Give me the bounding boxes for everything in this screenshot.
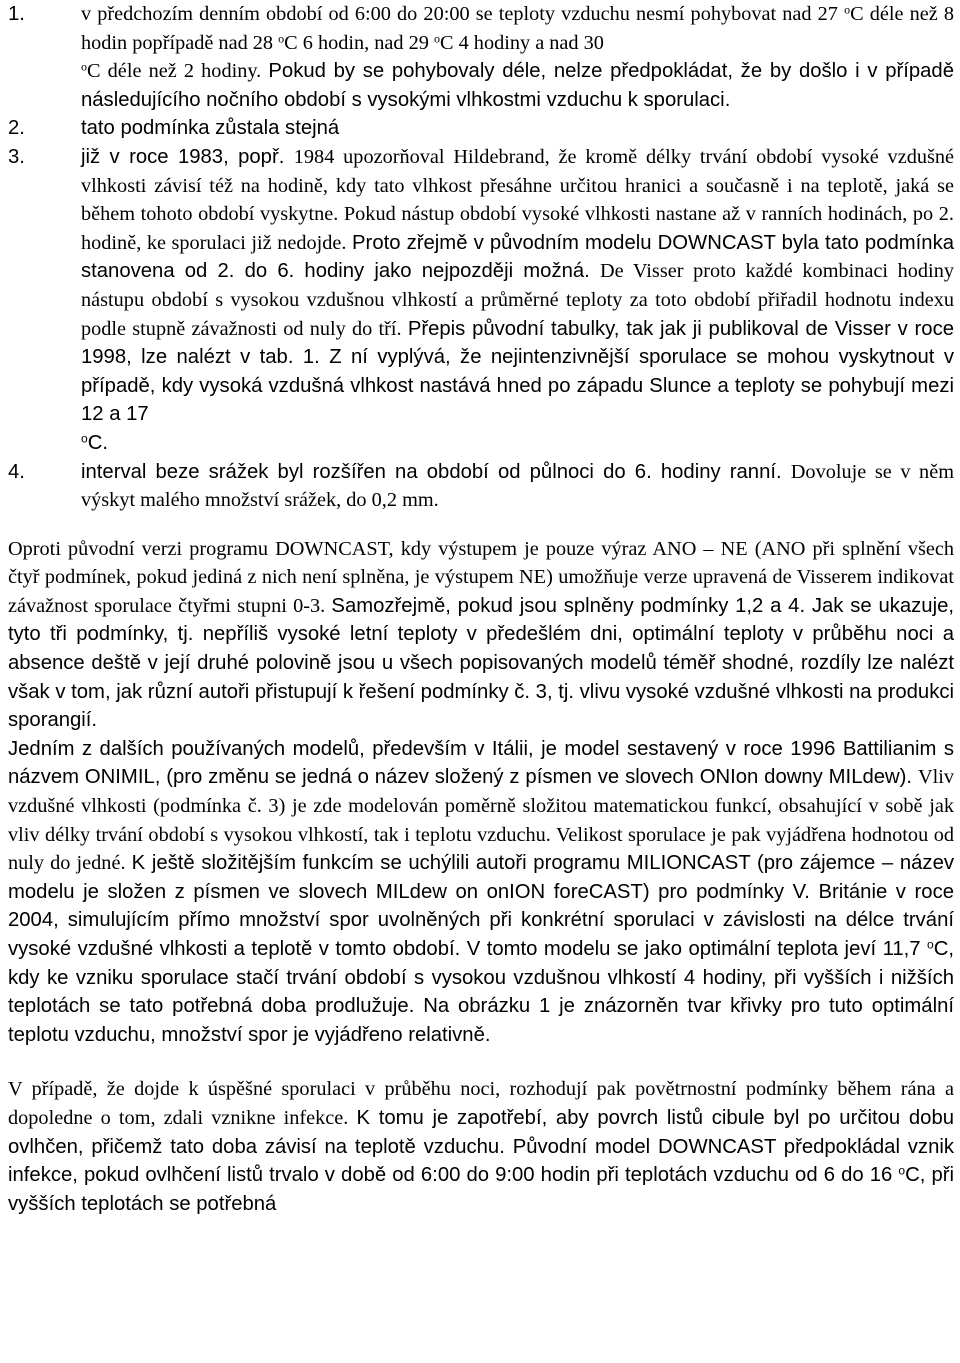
document-page [8, 0, 954, 1218]
list-number: 2. [8, 117, 25, 140]
item-text-sans: Přepis původní tabulky, tak jak ji publikoval de Visser v roce 1998, lze nalézt v tab. 1. Z ní vyplývá, že nejintenzivnější sporulace se mohou vyskytnout v případě, kdy vysoká vzdušná vlhkost nastává hned po západu Slunce a teploty se pohybují mezi 12 a 17 $^o$C. [81, 317, 954, 454]
list-item [8, 0, 954, 114]
degree-sign: o [81, 59, 87, 74]
paragraph-text-sans: Původní model DOWNCAST předpokládal vznik infekce, pokud ovlhčení listů trvalo v době od 6:00 do 9:00 hodin při teplotách vzduchu od 6 do 16 $^o$C, při vyšších teplotách se potřebná [8, 1135, 954, 1215]
paragraph-text-sans: Samozřejmě, pokud jsou splněny podmínky 1,2 a 4. Jak se ukazuje, tyto tři podmínky, tj. nepříliš vysoké letní teploty v předešlém dni, optimální teploty v průběhu noci a absence deště v její druhé polovině jsou u všech popisovaných modelů téměř shodné, rozdíly lze nalézt však v tom, jak různí autoři přistupují k řešení podmínky č. 3, tj. vlivu vysoké vzdušné vlhkosti na produkci sporangií. [8, 594, 954, 732]
item-text: Dovoluje se v něm výskyt malého množství srážek, do 0,2 mm. [81, 460, 954, 512]
paragraph-text: Oproti původní verzi programu DOWNCAST, kdy výstupem je pouze výraz ANO – NE (ANO při splnění všech čtyř podmínek, pokud jediná z nich není splněna, je výstupem NE) umožňuje verze upravená de Visserem indikovat závažnost sporulace čtyřmi stupni 0-3. [8, 537, 954, 617]
paragraph-text: V případě, že dojde k úspěšné sporulaci v průběhu noci, rozhodují pak povětrnostní podmínky během rána a dopoledne o tom, zdali vznikne infekce. [8, 1078, 954, 1129]
list-number: 4. [8, 460, 25, 483]
list-number: 1. [8, 3, 25, 25]
degree-sign: o [844, 2, 851, 17]
paragraph [8, 535, 954, 735]
item-text: v předchozím denním období od 6:00 do 20:00 se teploty vzduchu nesmí pohybovat nad 27 $^o$C déle než 8 hodin popřípadě nad 28 $^o$C 6 hodin, nad 29 $^o$C 4 hodiny a nad 30 $^o$C déle než 2 hodiny. [81, 2, 954, 83]
list-number: 3. [8, 145, 25, 168]
item-text: De Visser proto každé kombinaci hodiny nástupu období s vysokou vzdušnou vlhkostí a průměrné teploty za toto období přiřadil hodnotu indexu podle stupně závažnosti od nuly do tří. [81, 260, 954, 340]
degree-sign: o [927, 937, 934, 952]
list-item [8, 114, 954, 143]
degree-sign: o [81, 431, 88, 446]
paragraph-text-sans: Na obrázku 1 je znázorněn tvar křivky pro tuto optimální teplotu vzduchu, množství spor je vyjádřeno relativně. [8, 995, 954, 1046]
paragraph-text-sans: Jedním z dalších používaných modelů, především v Itálii, je model sestavený v roce 1996 Battilianim s názvem ONIMIL, (pro změnu se jedná o název složený z písmen ve slovech ONIon downy MILdew). [8, 737, 954, 789]
item-text-sans: Proto zřejmě v původním modelu DOWNCAST byla tato podmínka stanovena od 2. do 6. hodiny jako nejpozději možná. [81, 231, 954, 283]
item-text: 1984 upozorňoval Hildebrand, že kromě délky trvání období vysoké vzdušné vlhkosti závisí též na hodině, kdy tato vlhkost přesáhne určitou hranici a současně i na teplotě, jaká se během tohoto období vyskytne. Pokud nástup období vysoké vlhkosti nastane až v ranních hodinách, po 2. hodině, ke sporulaci již nedojde. [81, 145, 955, 254]
paragraph [8, 1075, 954, 1218]
paragraph [8, 735, 954, 1050]
paragraph-text-sans: K tomu je zapotřebí, aby povrch listů cibule byl po určitou dobu ovlhčen, přičemž tato doba závisí na teplotě vzduchu. [8, 1106, 954, 1158]
degree-sign: o [898, 1163, 906, 1178]
list-item [8, 458, 954, 515]
paragraph-text-sans: K ještě složitějším funkcím se uchýlili autoři programu MILIONCAST (pro zájemce – název modelu je složen z písmen ve slovech MILdew on onION foreCAST) pro podmínky V. Británie v roce 2004, simulujícím přímo množství spor uvolněných při konkrétní sporulaci v závislosti na délce trvání vysoké vzdušné vlhkosti a teplotě v tomto období. V tomto modelu se jako optimální teplota jeví 11,7 $^o$C, kdy ke vzniku sporulace stačí trvání období s vysokou vzdušnou vlhkostí 4 hodiny, při vyšších i nižších teplotách se tato potřebná doba prodlužuje. [8, 852, 954, 1018]
list-item [8, 143, 954, 458]
degree-sign: o [434, 31, 440, 45]
item-text-sans: již v roce 1983, popř. [81, 145, 294, 168]
item-text-sans: Pokud by se pohybovaly déle, nelze předpokládat, že by došlo i v případě následujícího nočního období s vysokými vlhkostmi vzduchu k sporulaci. [81, 60, 954, 111]
item-text-sans: interval beze srážek byl rozšířen na období od půlnoci do 6. hodiny ranní. [81, 460, 791, 483]
paragraph-text: Vliv vzdušné vlhkosti (podmínka č. 3) je zde modelován poměrně složitou matematickou funkcí, obsahující v sobě jak vliv délky trvání období s vysokou vlhkostí, tak i teplotu vzduchu. Velikost sporulace je pak vyjádřena hodnotou od nuly do jedné. [8, 766, 954, 875]
item-text: tato podmínka zůstala stejná [81, 117, 340, 140]
degree-sign: o [278, 31, 285, 45]
